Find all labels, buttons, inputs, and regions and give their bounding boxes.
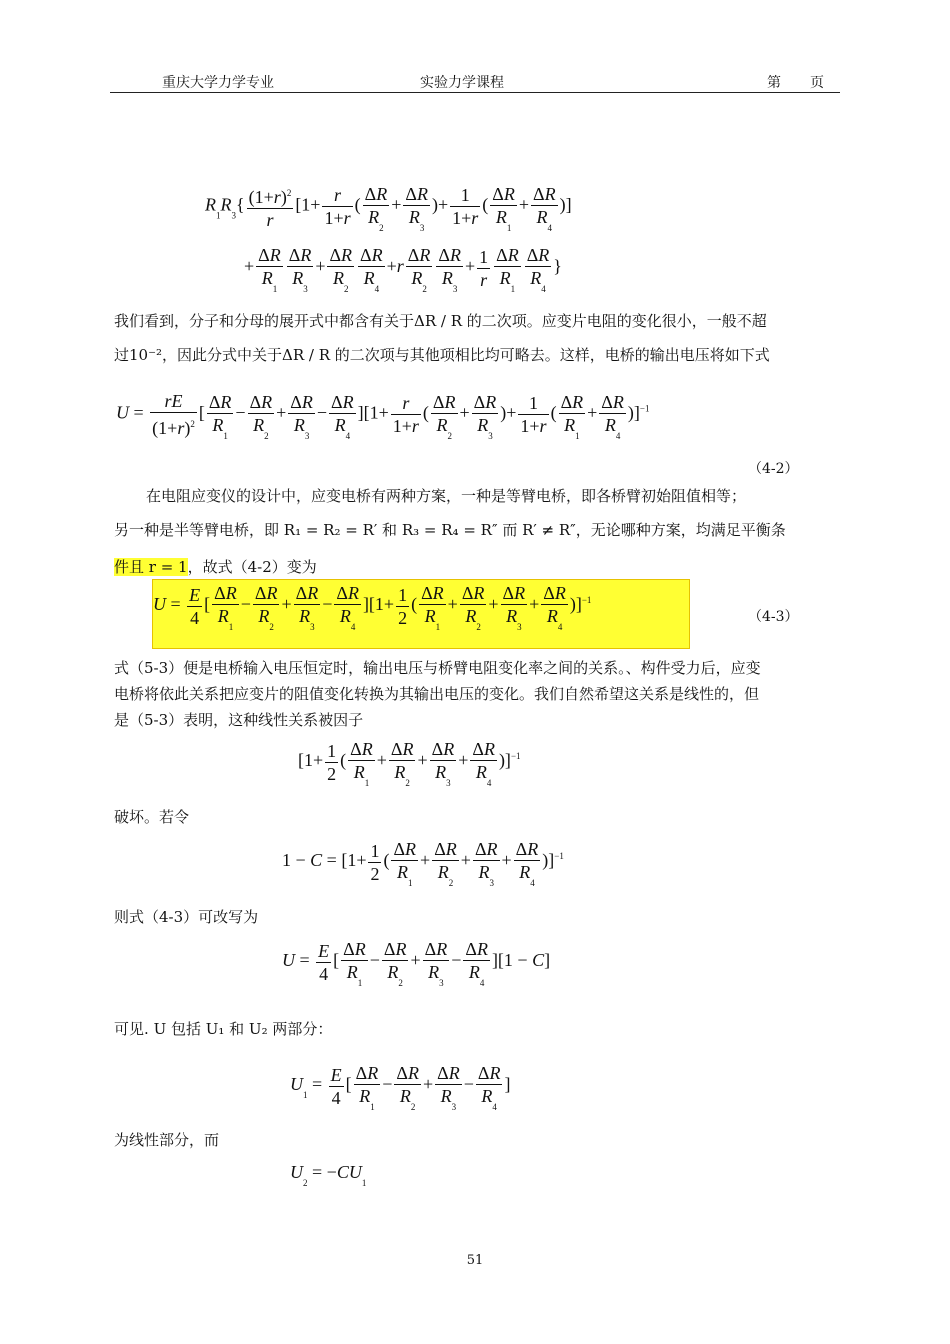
paragraph-4: 另一种是半等臂电桥，即 R₁ = R₂ = R′ 和 R₃ = R₄ = R″ 而 R′ ≠ R″，无论哪种方案，均满足平衡条 <box>114 521 786 539</box>
equation-text-fallbacks <box>0 0 1 1</box>
paragraph-10: 则式（4-3）可改写为 <box>114 908 259 926</box>
paragraph-3: 在电阻应变仪的设计中，应变电桥有两种方案，一种是等臂电桥，即各桥臂初始阻值相等； <box>146 487 747 505</box>
header-right-a: 第 <box>767 75 781 91</box>
equation-a-line1: $R_1R_3${ $\frac{(1+r)^2}{r}$ [1+ $\frac{r}{1+r}$ ( $\frac{\Delta R}{R_2}$ + $\frac{\Delta R}{R_3}$ )+ $\frac{1}{1+r}$ ( $\frac{\Delta R}{R_1}$ + $\frac{\Delta R}{R_4}$ )] <box>205 183 572 233</box>
equation-number-4-2: （4-2） <box>748 461 799 477</box>
equation-number-4-3: （4-3） <box>748 609 799 625</box>
paragraph-9: 破坏。若令 <box>114 808 190 826</box>
paragraph-8: 是（5-3）表明，这种线性关系被因子 <box>114 711 364 729</box>
equation-u2: $U_2 = -CU_1$ <box>290 1162 367 1188</box>
paragraph-2: 过10⁻²，因此分式中关于ΔR / R 的二次项与其他项相比均可略去。这样，电桥的输出电压将如下式 <box>114 346 770 364</box>
paragraph-12: 为线性部分，而 <box>114 1131 220 1149</box>
paragraph-1: 我们看到，分子和分母的展开式中都含有关于ΔR / R 的二次项。应变片电阻的变化很小，一般不超 <box>114 312 767 330</box>
eq-a-line1-text <box>0 0 1 1</box>
paragraph-5-rest: ，故式（4-2）变为 <box>187 558 317 576</box>
page-header <box>110 72 840 93</box>
paragraph-11a: 可见. <box>114 1020 149 1038</box>
page-number: 51 <box>466 1253 484 1268</box>
equation-4-3: U = $\frac{E}{4}$ [ $\frac{\Delta R}{R_1}$ − $\frac{\Delta R}{R_2}$ + $\frac{\Delta R}{R_3}$ − $\frac{\Delta R}{R_4}$ ][1+ $\frac{1}{2}$ ( $\frac{\Delta R}{R_1}$ + $\frac{\Delta R}{R_2}$ + $\frac{\Delta R}{R_3}$ + $\frac{\Delta R}{R_4}$ )]$^{-1}$ <box>152 579 690 649</box>
equation-u1: $U_1$ = $\frac{E}{4}$ [ $\frac{\Delta R}{R_1}$ − $\frac{\Delta R}{R_2}$ + $\frac{\Delta R}{R_3}$ − $\frac{\Delta R}{R_4}$ ] <box>290 1063 511 1112</box>
header-center: 实验力学课程 <box>420 75 504 91</box>
equation-a-line2: + $\frac{\Delta R}{R_1}$ $\frac{\Delta R}{R_3}$ + $\frac{\Delta R}{R_2}$ $\frac{\Delta R}{R_4}$ +r $\frac{\Delta R}{R_2}$ $\frac{\Delta R}{R_3}$ + $\frac{1}{r}$ $\frac{\Delta R}{R_1}$ $\frac{\Delta R}{R_4}$ } <box>244 245 562 294</box>
header-right-b: 页 <box>810 75 824 91</box>
paragraph-7: 电桥将依此关系把应变片的阻值变化转换为其输出电压的变化。我们自然希望这关系是线性的，但 <box>114 685 760 703</box>
header-left: 重庆大学力学专业 <box>162 75 274 91</box>
paragraph-11b: U 包括 U₁ 和 U₂ 两部分： <box>153 1020 333 1038</box>
paragraph-5 <box>114 553 839 582</box>
equation-factor: [1+ $\frac{1}{2}$ ( $\frac{\Delta R}{R_1}$ + $\frac{\Delta R}{R_2}$ + $\frac{\Delta R}{R_3}$ + $\frac{\Delta R}{R_4}$ )]$^{-1}$ <box>298 739 521 788</box>
paragraph-6: 式（5-3）便是电桥输入电压恒定时，输出电压与桥臂电阻变化率之间的关系。、构件受力后，应变 <box>114 659 761 677</box>
equation-4-2: U = $\frac{rE}{(1+r)^2}$ [ $\frac{\Delta R}{R_1}$ − $\frac{\Delta R}{R_2}$ + $\frac{\Delta R}{R_3}$ − $\frac{\Delta R}{R_4}$ ][1+ $\frac{r}{1+r}$ ( $\frac{\Delta R}{R_2}$ + $\frac{\Delta R}{R_3}$ )+ $\frac{1}{1+r}$ ( $\frac{\Delta R}{R_1}$ + $\frac{\Delta R}{R_4}$ )]$^{-1}$ <box>116 391 650 441</box>
paragraph-11 <box>114 1015 839 1044</box>
equation-c: 1 − C = [1+ $\frac{1}{2}$ ( $\frac{\Delta R}{R_1}$ + $\frac{\Delta R}{R_2}$ + $\frac{\Delta R}{R_3}$ + $\frac{\Delta R}{R_4}$ )]$^{-1}$ <box>282 839 564 888</box>
highlighted-condition: 件且 r = 1 <box>114 558 188 576</box>
equation-u: U = $\frac{E}{4}$ [ $\frac{\Delta R}{R_1}$ − $\frac{\Delta R}{R_2}$ + $\frac{\Delta R}{R_3}$ − $\frac{\Delta R}{R_4}$ ][1 − C] <box>282 939 551 988</box>
